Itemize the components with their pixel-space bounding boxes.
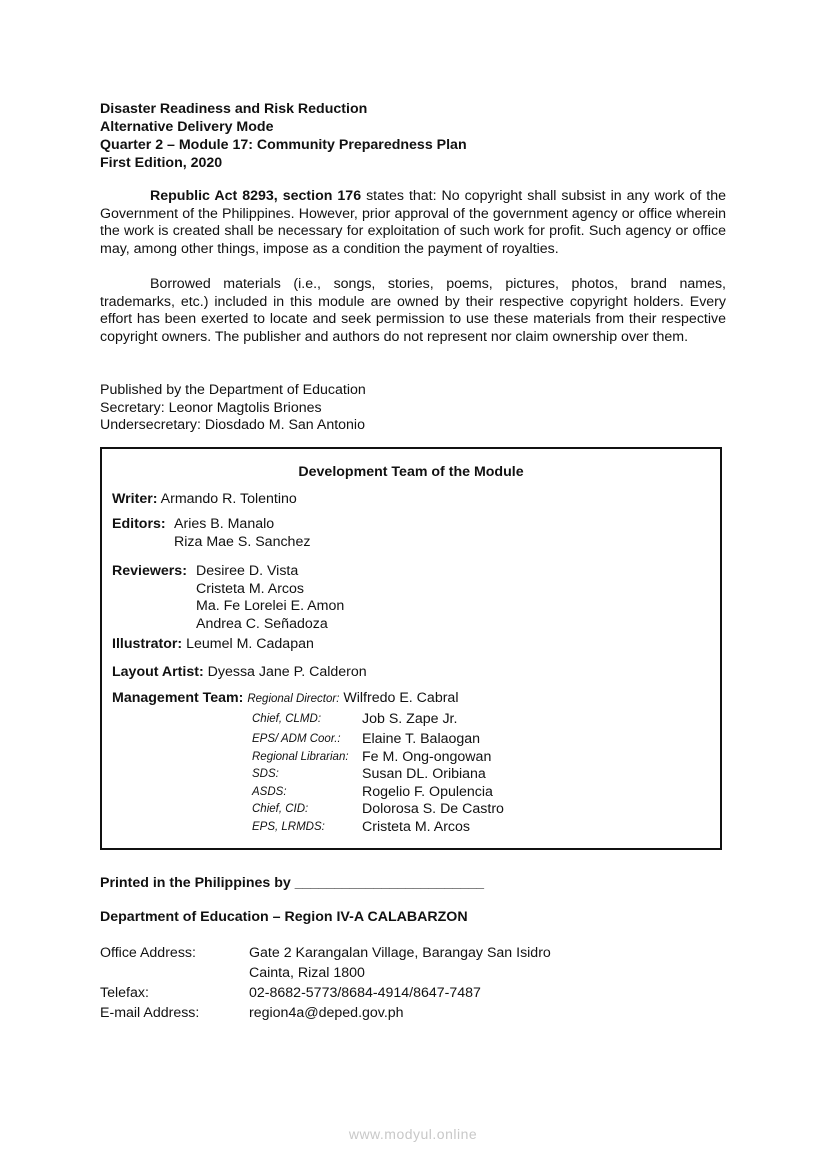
management-label: Management Team: [112, 690, 244, 706]
reviewer-name: Andrea C. Señadoza [196, 616, 328, 632]
office-address-line2: Cainta, Rizal 1800 [249, 965, 365, 981]
management-role: ASDS: [252, 786, 287, 798]
layout-artist-row [112, 664, 367, 682]
secretary: Secretary: Leonor Magtolis Briones [100, 399, 322, 416]
editors-row [112, 516, 166, 534]
subject-title: Disaster Readiness and Risk Reduction [100, 101, 368, 117]
office-address-line1: Gate 2 Karangalan Village, Barangay San Isidro [249, 945, 551, 961]
watermark: www.modyul.online [348, 1126, 478, 1142]
management-name: Dolorosa S. De Castro [362, 801, 504, 817]
management-name: Elaine T. Balaogan [362, 731, 481, 747]
module-title: Quarter 2 – Module 17: Community Preparedness Plan [100, 137, 467, 153]
office-address-label: Office Address: [100, 945, 196, 961]
email-label: E-mail Address: [100, 1005, 200, 1021]
illustrator-label: Illustrator: [112, 636, 183, 652]
management-role: Chief, CLMD: [252, 713, 322, 725]
reviewer-name: Cristeta M. Arcos [196, 581, 305, 597]
team-title: Development Team of the Module [298, 464, 524, 480]
management-role: EPS, LRMDS: [252, 821, 325, 833]
layout-artist-label: Layout Artist: [112, 664, 204, 680]
illustrator-name: Leumel M. Cadapan [182, 636, 314, 652]
writer-row [112, 491, 297, 509]
reviewer-name: Desiree D. Vista [196, 563, 299, 579]
management-name: Rogelio F. Opulencia [362, 784, 493, 800]
management-role: Chief, CID: [252, 803, 309, 815]
copyright-body: states that: No copyright shall subsist in any work of the Government of the Philippines. However, prior approval of the government agency or office wherein the work is created shall be necessary for exploitation of such work for profit. Such agency or office may, among other things, impose as a condition the payment of royalties. [100, 188, 727, 257]
undersecretary: Undersecretary: Diosdado M. San Antonio [100, 417, 365, 433]
editor-name: Riza Mae S. Sanchez [174, 534, 311, 550]
layout-artist-name: Dyessa Jane P. Calderon [203, 664, 367, 680]
management-role: EPS/ ADM Coor.: [252, 733, 341, 745]
editor-name: Aries B. Manalo [174, 516, 275, 532]
telefax-value: 02-8682-5773/8684-4914/8647-7487 [249, 985, 481, 1001]
management-name: Fe M. Ong-ongowan [362, 749, 492, 765]
illustrator-row [112, 636, 314, 654]
office-title: Department of Education – Region IV-A CALABARZON [100, 909, 468, 925]
telefax-label: Telefax: [100, 985, 149, 1001]
editors-label: Editors: [112, 516, 166, 532]
delivery-mode: Alternative Delivery Mode [100, 119, 274, 135]
edition: First Edition, 2020 [100, 155, 223, 171]
management-name: Job S. Zape Jr. [362, 711, 458, 727]
management-name: Wilfredo E. Cabral [343, 690, 459, 706]
title-block [100, 100, 467, 172]
reviewer-name: Ma. Fe Lorelei E. Amon [196, 598, 345, 614]
email-value: region4a@deped.gov.ph [249, 1005, 404, 1021]
management-role: Regional Director: [247, 693, 340, 705]
published-by: Published by the Department of Education [100, 382, 366, 398]
publisher-info [100, 382, 366, 435]
republic-act-ref: Republic Act 8293, section 176 [150, 188, 362, 204]
development-team-box [100, 447, 722, 850]
management-team-row [112, 690, 458, 709]
management-name: Susan DL. Oribiana [362, 766, 486, 782]
borrowed-materials-paragraph [100, 276, 726, 346]
reviewers-label: Reviewers: [112, 563, 187, 579]
management-role: Regional Librarian: [252, 751, 349, 763]
management-role: SDS: [252, 768, 279, 780]
copyright-paragraph [100, 188, 726, 258]
writer-name: Armando R. Tolentino [157, 491, 297, 507]
management-name: Cristeta M. Arcos [362, 819, 471, 835]
writer-label: Writer: [112, 491, 158, 507]
printed-by: Printed in the Philippines by ________________________ [100, 875, 485, 891]
borrowed-body: Borrowed materials (i.e., songs, stories, poems, pictures, photos, brand names, trademarks, etc.) included in this module are owned by their respective copyright holders. Every effort has been exerted to locate and seek permission to use these materials from their respective copyright owners. The publisher and authors do not represent nor claim ownership over them. [100, 276, 726, 345]
reviewers-row [112, 563, 187, 581]
